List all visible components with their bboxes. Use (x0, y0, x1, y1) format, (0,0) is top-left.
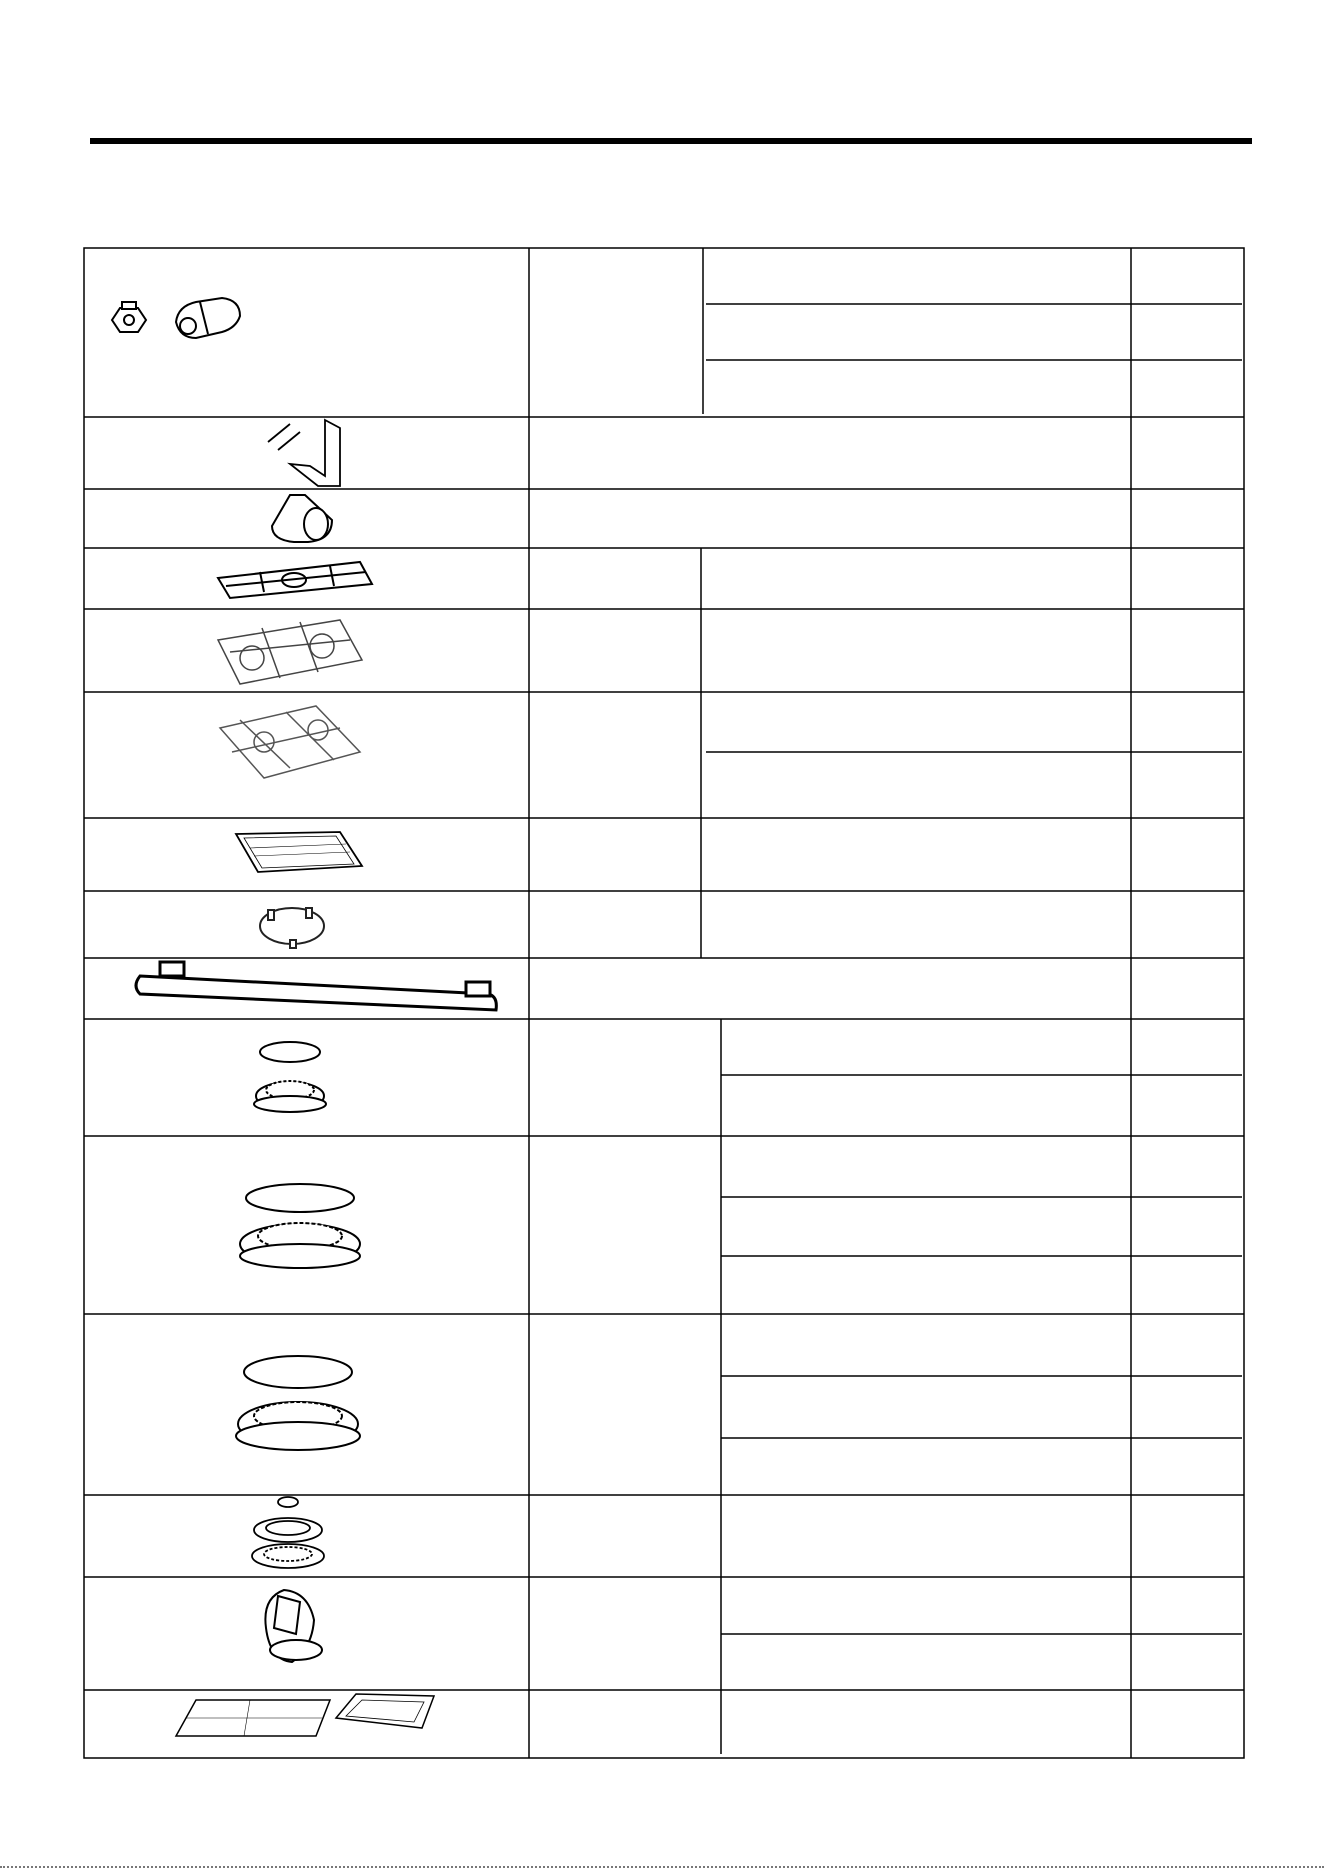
orifice-fitting-icon (112, 298, 240, 338)
knob-icon (265, 1590, 322, 1662)
dual-burner-icon (252, 1497, 324, 1568)
griddle-icon (236, 832, 362, 872)
side-grate-icon (218, 620, 362, 684)
broil-pan-icon (176, 1694, 434, 1736)
page-bottom-border (0, 1866, 1324, 1868)
wok-ring-icon (260, 908, 324, 948)
leg-cap-icon (272, 495, 332, 542)
bracket-screws-icon (268, 420, 340, 486)
medium-burner-icon (240, 1184, 360, 1268)
center-grate-icon (218, 562, 372, 598)
handle-icon (136, 962, 496, 1010)
cast-grate-icon (220, 706, 360, 778)
large-burner-icon (236, 1356, 360, 1450)
small-burner-icon (254, 1042, 326, 1112)
